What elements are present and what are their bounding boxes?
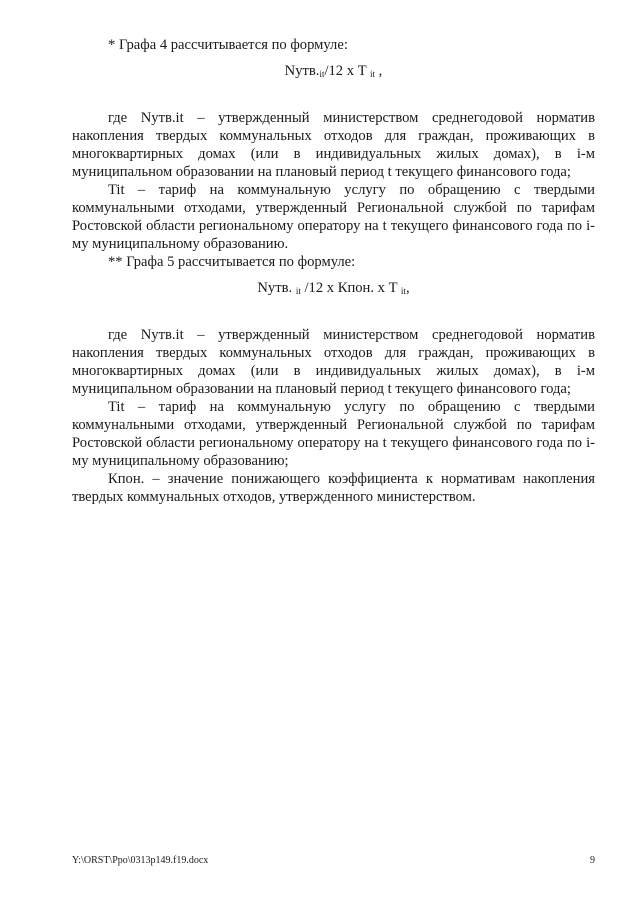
paragraph-n-definition-2: где Nутв.it – утвержденный министерством среднегодовой норматив накопления твердых коммунальных отходов для граждан, проживающих в многоквартирных домах (или в индивидуальных жилых домах), в i-м муниципальном образовании на плановый период t текущего финансового года; bbox=[72, 327, 595, 397]
file-path: Y:\ORST\Ppo\0313p149.f19.docx bbox=[72, 855, 209, 866]
formula-2: Nутв. $_{it}$ /12 х Кпон. х T $_{it}$, bbox=[257, 280, 410, 296]
page-footer bbox=[72, 855, 595, 866]
paragraph-t-definition-1: Tit – тариф на коммунальную услугу по обращению с твердыми коммунальными отходами, утвержденный Региональной службой по тарифам Ростовской области региональному оператору на t текущего финансового года по i-му муниципальному образованию. bbox=[72, 182, 595, 252]
document-body bbox=[72, 36, 595, 506]
formula-1: $Nутв._{it}/12$ х T $_{it}$ , bbox=[284, 63, 383, 79]
paragraph-kpon-definition: Кпон. – значение понижающего коэффициента к нормативам накопления твердых коммунальных отходов, утвержденного министерством. bbox=[72, 471, 595, 505]
page-number: 9 bbox=[590, 855, 595, 866]
note-2-intro: ** Графа 5 рассчитывается по формуле: bbox=[108, 254, 356, 270]
note-1-intro: * Графа 4 рассчитывается по формуле: bbox=[108, 37, 348, 53]
paragraph-n-definition-1: где Nутв.it – утвержденный министерством среднегодовой норматив накопления твердых коммунальных отходов для граждан, проживающих в многоквартирных домах (или в индивидуальных жилых домах), в i-м муниципальном образовании на плановый период t текущего финансового года; bbox=[72, 110, 595, 180]
paragraph-t-definition-2: Tit – тариф на коммунальную услугу по обращению с твердыми коммунальными отходами, утвержденный Региональной службой по тарифам Ростовской области региональному оператору на t текущего финансового года по i-му муниципальному образованию; bbox=[72, 399, 595, 469]
